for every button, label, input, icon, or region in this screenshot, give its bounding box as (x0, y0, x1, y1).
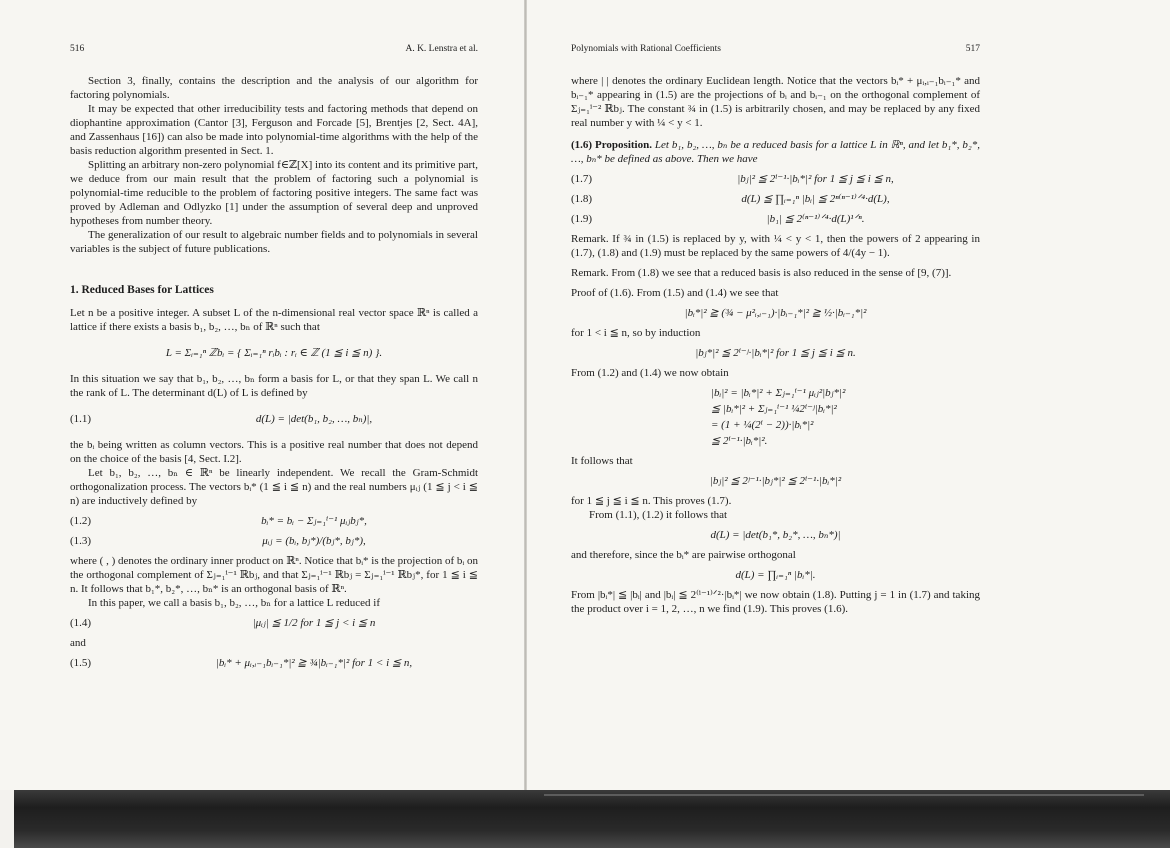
equation-number: (1.1) (70, 413, 92, 425)
chain-line: = (1 + ¼(2ⁱ − 2))·|bᵢ*|² (711, 419, 814, 431)
intro-paragraph-1: Section 3, finally, contains the description and the analysis of our algorithm for factoring polynomials. (70, 75, 478, 101)
equation-body: d(L) ≦ ∏ᵢ₌₁ⁿ |bᵢ| ≦ 2ⁿ⁽ⁿ⁻¹⁾ᐟ⁴·d(L), (741, 193, 890, 205)
norm-text: where | | denotes the ordinary Euclidean length. Notice that the vectors bᵢ* + μᵢ,ᵢ₋₁bᵢ₋₁* and bᵢ₋₁* appearing in (1.5) are the projections of bᵢ and bᵢ₋₁ on the orthogonal complement of Σⱼ₌₁ⁱ⁻² ℝbⱼ. The constant ¾ in (1.5) is arbitrarily chosen, and may be replaced by any fixed real number y with ¼ < y < 1. (571, 75, 980, 129)
equation-1-2 (70, 514, 478, 528)
scanner-edge (14, 790, 1170, 848)
intro-paragraph-3: Splitting an arbitrary non-zero polynomial f∈ℤ[X] into its content and its primitive part, we deduce from our main result that the problem of factoring such a polynomial is polynomial-time reducible to the problem of factoring positive integers. The same fact was proved by Adleman and Odlyzko [1] under the assumption of several deep and unproved hypotheses from number theory. (70, 159, 478, 227)
proof-intro: Proof of (1.6). From (1.5) and (1.4) we see that (571, 287, 779, 299)
chain-line: |bᵢ|² = |bᵢ*|² + Σⱼ₌₁ⁱ⁻¹ μᵢⱼ²|bⱼ*|² (711, 387, 846, 399)
equation-1-4 (70, 616, 478, 630)
equation-number: (1.9) (571, 213, 593, 225)
inner-product-text: where ( , ) denotes the ordinary inner product on ℝⁿ. Notice that bᵢ* is the projection of bᵢ on the orthogonal complement of Σⱼ₌₁ⁱ⁻¹ ℝbⱼ, and that Σⱼ₌₁ⁱ⁻¹ ℝbⱼ = Σⱼ₌₁ⁱ⁻¹ ℝbⱼ*, for 1 ≦ i ≦ n. It follows that b₁*, b₂*, …, bₙ* is an orthogonal basis of ℝⁿ. (70, 555, 478, 595)
section-title: 1. Reduced Bases for Lattices (70, 284, 214, 296)
remark-2: Remark. From (1.8) we see that a reduced basis is also reduced in the sense of [9, (7)]. (571, 267, 952, 279)
reduced-definition: In this paper, we call a basis b₁, b₂, …, bₙ for a lattice L reduced if (88, 597, 380, 609)
remark-1: Remark. If ¾ in (1.5) is replaced by y, with ¼ < y < 1, then the powers of 2 appearing in (1.7), (1.8) and (1.9) must be replaced by the same powers of 4/(4y − 1). (571, 233, 980, 259)
follows-text: It follows that (571, 455, 633, 467)
right-page (527, 0, 1170, 790)
chain-line: ≦ 2ⁱ⁻¹·|bᵢ*|². (711, 435, 768, 447)
right-page-header (571, 44, 980, 54)
equation-1-9 (571, 212, 980, 226)
equation-number: (1.7) (571, 173, 593, 185)
equation-number: (1.3) (70, 535, 92, 547)
intro-paragraph-4: The generalization of our result to algebraic number fields and to polynomials in several variables is the subject of future publications. (70, 229, 478, 255)
proposition (571, 138, 980, 166)
proposition-label: (1.6) Proposition. (571, 139, 652, 151)
equation-1-5 (70, 656, 478, 670)
equation-1-8 (571, 192, 980, 206)
proves-1-7: for 1 ≦ j ≦ i ≦ n. This proves (1.7). (571, 495, 732, 507)
equation-1-7 (571, 172, 980, 186)
intro-paragraph-2: It may be expected that other irreducibility tests and factoring methods that depend on diophantine approximation (Cantor [3], Ferguson and Forcade [5], Brentjes [2, Sect. 4A], and Zassenhaus [16]) can also be made into polynomial-time algorithms with the help of the basis reduction algorithm presented in Sect. 1. (70, 103, 478, 157)
equation-body: |μᵢⱼ| ≦ 1/2 for 1 ≦ j < i ≦ n (252, 617, 376, 629)
equation-body: |b₁| ≦ 2⁽ⁿ⁻¹⁾ᐟ⁴·d(L)¹ᐟⁿ. (766, 213, 865, 225)
right-page-number: 517 (965, 44, 980, 54)
equation-body: bᵢ* = bᵢ − Σⱼ₌₁ⁱ⁻¹ μᵢⱼbⱼ*, (261, 515, 367, 527)
after-equation-1-1: the bᵢ being written as column vectors. This is a positive real number that does not depend on the choice of the basis [4, Sect. I.2]. (70, 439, 478, 465)
right-running-head: Polynomials with Rational Coefficients (571, 44, 721, 54)
therefore-text: and therefore, since the bᵢ* are pairwise orthogonal (571, 549, 796, 561)
chain-line: ≦ |bᵢ*|² + Σⱼ₌₁ⁱ⁻¹ ¼2ⁱ⁻ʲ|bᵢ*|² (711, 403, 837, 415)
left-running-head: A. K. Lenstra et al. (405, 44, 478, 54)
equation-body: |bⱼ|² ≦ 2ⁱ⁻¹·|bᵢ*|² for 1 ≦ j ≦ i ≦ n, (737, 173, 894, 185)
basis-text: In this situation we say that b₁, b₂, …, bₙ form a basis for L, or that they span L. We call n the rank of L. The determinant d(L) of L is defined by (70, 373, 478, 399)
and-word: and (70, 637, 86, 649)
lattice-definition: Let n be a positive integer. A subset L of the n-dimensional real vector space ℝⁿ is called a lattice if there exists a basis b₁, b₂, …, bₙ of ℝⁿ such that (70, 307, 478, 333)
left-page-number: 516 (70, 44, 85, 54)
proposition-text: Let b₁, b₂, …, bₙ be a reduced basis for a lattice L in ℝⁿ, and let b₁*, b₂*, …, bₙ* be defined as above. Then we have (571, 139, 980, 165)
equation-number: (1.4) (70, 617, 92, 629)
lattice-formula: L = Σᵢ₌₁ⁿ ℤbᵢ = { Σᵢ₌₁ⁿ rᵢbᵢ : rᵢ ∈ ℤ (1 ≦ i ≦ n) }. (165, 347, 383, 359)
left-page (0, 0, 526, 790)
equation-number: (1.2) (70, 515, 92, 527)
gram-schmidt-text: Let b₁, b₂, …, bₙ ∈ ℝⁿ be linearly independent. We recall the Gram-Schmidt orthogonalization process. The vectors bᵢ* (1 ≦ i ≦ n) and the real numbers μᵢⱼ (1 ≦ j < i ≦ n) are inductively defined by (70, 467, 478, 507)
obtain-text: From (1.2) and (1.4) we now obtain (571, 367, 729, 379)
final-text: From |bᵢ*| ≦ |bᵢ| and |bᵢ| ≦ 2⁽ⁱ⁻¹⁾ᐟ²·|bᵢ*| we now obtain (1.8). Putting j = 1 in (1.7) and taking the product over i = 1, 2, …, n we find (1.9). This proves (1.6). (571, 589, 980, 615)
proof-inequality-2: |bⱼ*|² ≦ 2ⁱ⁻ʲ·|bᵢ*|² for 1 ≦ j ≦ i ≦ n. (695, 347, 856, 359)
proof-inequality-1: |bᵢ*|² ≧ (¾ − μ²ᵢ,ᵢ₋₁)·|bᵢ₋₁*|² ≧ ½·|bᵢ₋₁*|² (684, 307, 867, 319)
equation-number: (1.5) (70, 657, 92, 669)
equation-1-3 (70, 534, 478, 548)
determinant-equation: d(L) = |det(b₁*, b₂*, …, bₙ*)| (710, 529, 841, 541)
left-page-header (70, 44, 478, 54)
from-1-1-1-2: From (1.1), (1.2) it follows that (589, 509, 728, 521)
induction-text: for 1 < i ≦ n, so by induction (571, 327, 701, 339)
inequality-chain (571, 386, 980, 448)
follows-inequality: |bⱼ|² ≦ 2ʲ⁻¹·|bⱼ*|² ≦ 2ⁱ⁻¹·|bᵢ*|² (709, 475, 842, 487)
equation-body: μᵢⱼ = (bᵢ, bⱼ*)/(bⱼ*, bⱼ*), (262, 535, 366, 547)
equation-body: d(L) = |det(b₁, b₂, …, bₙ)|, (255, 413, 373, 425)
equation-1-1 (70, 412, 478, 426)
equation-number: (1.8) (571, 193, 593, 205)
product-equation: d(L) = ∏ᵢ₌₁ⁿ |bᵢ*|. (735, 569, 816, 581)
equation-body: |bᵢ* + μᵢ,ᵢ₋₁bᵢ₋₁*|² ≧ ¾|bᵢ₋₁*|² for 1 < i ≦ n, (215, 657, 413, 669)
scanner-highlight (544, 794, 1144, 796)
